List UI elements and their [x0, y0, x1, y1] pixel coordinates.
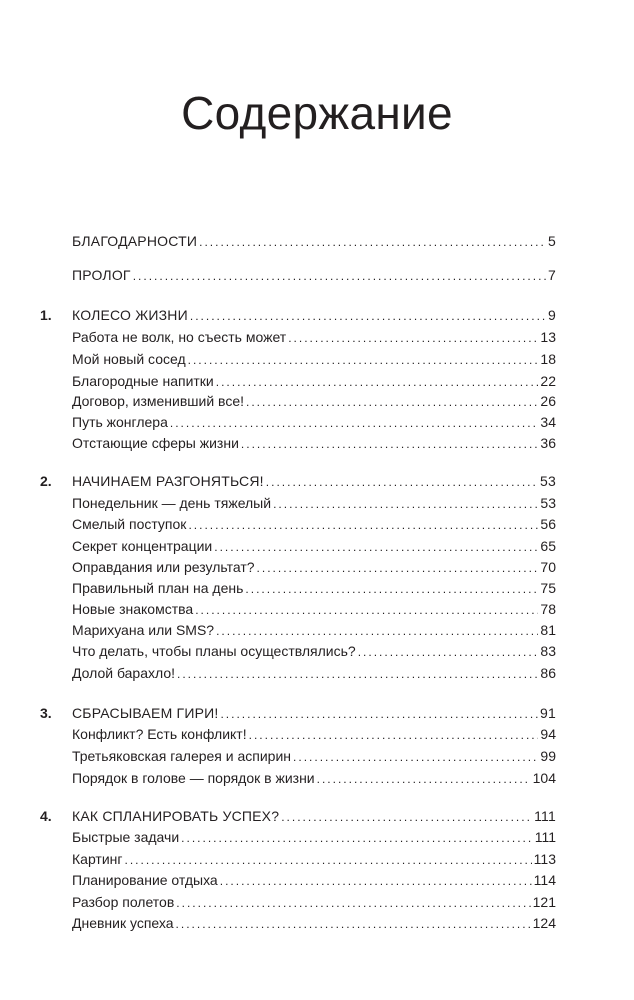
- dot-leader: [133, 265, 546, 287]
- toc-entry-label: Порядок в голове — порядок в жизни: [72, 770, 315, 786]
- toc-entry-label: Оправдания или результат?: [72, 559, 255, 575]
- toc-chapter-1: [0, 304, 634, 326]
- dot-leader: [288, 327, 538, 349]
- toc-entry-acknowledgements: [0, 230, 634, 252]
- dot-leader: [176, 892, 530, 914]
- toc-entry-page: 99: [540, 748, 556, 764]
- toc-entry-label: Отстающие сферы жизни: [72, 435, 239, 451]
- toc-entry: [0, 411, 634, 433]
- dot-leader: [317, 768, 531, 790]
- toc-entry-page: 36: [540, 435, 556, 451]
- toc-entry: [0, 535, 634, 557]
- chapter-title: КОЛЕСО ЖИЗНИ: [72, 307, 188, 323]
- dot-leader: [125, 849, 532, 871]
- dot-leader: [293, 746, 538, 768]
- toc-entry: [0, 640, 634, 662]
- chapter-number: 4.: [40, 808, 52, 824]
- toc-entry-label: Разбор полетов: [72, 894, 175, 910]
- toc-entry-page: 121: [532, 894, 556, 910]
- toc-entry-label: Мой новый сосед: [72, 351, 186, 367]
- dot-leader: [220, 870, 532, 892]
- toc-entry-page: 70: [540, 559, 556, 575]
- toc-entry-page: 65: [540, 538, 556, 554]
- chapter-number: 2.: [40, 473, 52, 489]
- toc-entry-page: 113: [533, 851, 556, 867]
- toc-entry-page: 56: [540, 516, 556, 532]
- toc-entry: [0, 826, 634, 848]
- toc-chapter-3: [0, 702, 634, 724]
- toc-entry-label: Планирование отдыха: [72, 872, 218, 888]
- toc-entry-label: Третьяковская галерея и аспирин: [72, 748, 292, 764]
- dot-leader: [181, 827, 533, 849]
- toc-entry: [0, 848, 634, 870]
- toc-entry: [0, 619, 634, 641]
- toc-entry: [0, 869, 634, 891]
- toc-entry: [0, 745, 634, 767]
- chapter-title: НАЧИНАЕМ РАЗГОНЯТЬСЯ!: [72, 473, 264, 489]
- dot-leader: [188, 349, 539, 371]
- toc-entry-page: 86: [540, 665, 556, 681]
- toc-entry-page: 91: [540, 705, 556, 721]
- toc-entry: [0, 891, 634, 913]
- toc-entry-label: Секрет концентрации: [72, 538, 213, 554]
- toc-entry-prologue: [0, 264, 634, 286]
- dot-leader: [257, 557, 539, 579]
- toc-entry: [0, 390, 634, 412]
- toc-entry: [0, 723, 634, 745]
- dot-leader: [281, 806, 532, 828]
- toc-entry-label: Новые знакомства: [72, 601, 194, 617]
- toc-chapter-4: [0, 805, 634, 827]
- dot-leader: [190, 305, 546, 327]
- toc-entry-page: 78: [540, 601, 556, 617]
- toc-entry-label: Правильный план на день: [72, 580, 244, 596]
- dot-leader: [249, 724, 539, 746]
- toc-entry-label: Долой барахло!: [72, 665, 175, 681]
- toc-entry-page: 53: [540, 495, 556, 511]
- toc-entry: [0, 662, 634, 684]
- toc-entry-label: Благородные напитки: [72, 373, 214, 389]
- toc-entry: [0, 513, 634, 535]
- dot-leader: [241, 433, 539, 455]
- toc-entry-label: Понедельник — день тяжелый: [72, 495, 272, 511]
- toc-entry-page: 22: [540, 373, 556, 389]
- dot-leader: [266, 471, 538, 493]
- toc-entry-label: Работа не волк, но съесть может: [72, 329, 287, 345]
- toc-entry-page: 94: [540, 726, 556, 742]
- toc-entry-page: 18: [540, 351, 556, 367]
- toc-entry: [0, 326, 634, 348]
- toc-entry-page: 114: [533, 872, 556, 888]
- toc-entry-page: 111: [534, 808, 556, 824]
- toc-entry-label: Картинг: [72, 851, 123, 867]
- toc-entry-page: 83: [540, 643, 556, 659]
- chapter-title: СБРАСЫВАЕМ ГИРИ!: [72, 705, 219, 721]
- chapter-number: 1.: [40, 307, 52, 323]
- dot-leader: [188, 514, 538, 536]
- toc-entry: [0, 767, 634, 789]
- dot-leader: [246, 391, 538, 413]
- dot-leader: [214, 536, 538, 558]
- toc-entry: [0, 348, 634, 370]
- toc-entry-page: 104: [532, 770, 556, 786]
- toc-entry-page: 53: [540, 473, 556, 489]
- toc-entry-page: 81: [540, 622, 556, 638]
- toc-entry-label: Дневник успеха: [72, 915, 174, 931]
- dot-leader: [177, 663, 538, 685]
- toc-entry: [0, 556, 634, 578]
- dot-leader: [220, 703, 538, 725]
- toc-entry: [0, 912, 634, 934]
- dot-leader: [358, 641, 539, 663]
- chapter-title: КАК СПЛАНИРОВАТЬ УСПЕХ?: [72, 808, 280, 824]
- toc-entry-page: 75: [540, 580, 556, 596]
- toc-entry: [0, 370, 634, 392]
- toc-entry: [0, 492, 634, 514]
- toc-entry-page: 9: [548, 307, 556, 323]
- toc-entry-label: Договор, изменивший все!: [72, 393, 244, 409]
- dot-leader: [176, 913, 531, 935]
- toc-entry-page: 13: [540, 329, 556, 345]
- toc-entry-label: Путь жонглера: [72, 414, 168, 430]
- page-title: Содержание: [181, 87, 453, 139]
- toc-entry-label: ПРОЛОГ: [72, 267, 131, 283]
- toc-entry: [0, 432, 634, 454]
- toc-entry-page: 7: [548, 267, 556, 283]
- toc-entry-label: Быстрые задачи: [72, 829, 180, 845]
- dot-leader: [195, 599, 538, 621]
- dot-leader: [170, 412, 539, 434]
- chapter-number: 3.: [40, 705, 52, 721]
- toc-entry-label: Что делать, чтобы планы осуществлялись?: [72, 643, 356, 659]
- toc-chapter-2: [0, 470, 634, 492]
- toc-entry-label: Конфликт? Есть конфликт!: [72, 726, 247, 742]
- dot-leader: [199, 231, 546, 253]
- toc-entry-page: 111: [534, 829, 556, 845]
- toc-entry-label: БЛАГОДАРНОСТИ: [72, 233, 198, 249]
- toc-entry: [0, 577, 634, 599]
- dot-leader: [245, 578, 538, 600]
- dot-leader: [273, 493, 538, 515]
- toc-entry-page: 34: [540, 414, 556, 430]
- toc-entry: [0, 598, 634, 620]
- toc-entry-page: 124: [532, 915, 556, 931]
- toc-entry-page: 5: [548, 233, 556, 249]
- toc-entry-label: Марихуана или SMS?: [72, 622, 215, 638]
- toc-entry-label: Смелый поступок: [72, 516, 187, 532]
- toc-entry-page: 26: [540, 393, 556, 409]
- dot-leader: [216, 620, 538, 642]
